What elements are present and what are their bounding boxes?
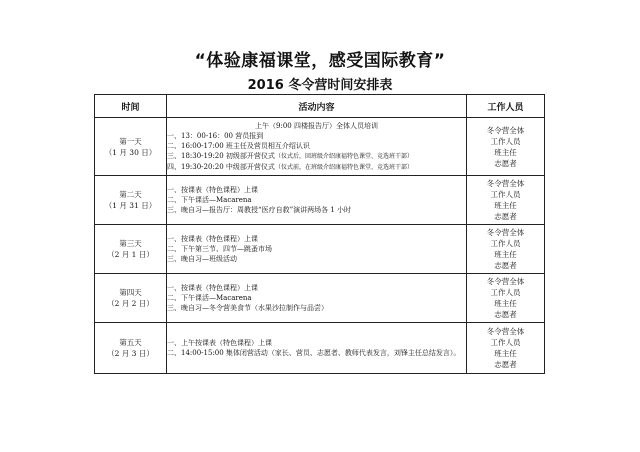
activity-item: 三、晚自习—班级活动 (167, 255, 237, 263)
activity-item: 二、14:00-15:00 集体闭营活动（家长、营员、志愿者、教师代表发言，刘锋主任总结发言）。 (167, 349, 461, 357)
staff-line: 班主任 (494, 201, 517, 210)
day-label: 第四天 (119, 288, 142, 297)
staff-line: 班主任 (494, 349, 517, 358)
staff-line: 冬令营全体 (486, 125, 525, 135)
activity-note: （仪式后，回班级介绍康福特色课堂、竞选班干部） (274, 152, 413, 160)
staff-line: 志愿者 (494, 261, 517, 270)
table-row (95, 274, 545, 323)
header-staff: 工作人员 (467, 95, 545, 118)
staff-cell (467, 274, 545, 323)
staff-line: 工作人员 (490, 288, 521, 297)
activity-cell (167, 323, 467, 374)
time-cell (95, 176, 167, 225)
staff-line: 工作人员 (490, 338, 521, 347)
staff-line: 冬令营全体 (486, 228, 525, 237)
staff-line: 工作人员 (490, 239, 521, 248)
staff-line: 志愿者 (494, 360, 517, 369)
activity-item: 二、下午课活—Macarena (167, 196, 252, 204)
activity-cell (167, 225, 467, 274)
activity-item: 二、下午第三节、四节—跳蚤市场 (167, 245, 272, 253)
activity-item: 一、按课表（特色课程）上课 (167, 284, 258, 292)
day-label: 第一天 (119, 136, 142, 146)
staff-line: 冬令营全体 (486, 327, 525, 336)
staff-cell (467, 176, 545, 225)
staff-line: 班主任 (494, 250, 517, 259)
staff-line: 冬令营全体 (486, 179, 525, 188)
table-row (95, 118, 545, 176)
activity-cell (167, 118, 467, 176)
time-cell (95, 118, 167, 176)
table-row (95, 323, 545, 374)
activity-item: 一、上午按课表（特色课程）上课 (167, 339, 272, 347)
date-label: （2 月 3 日） (107, 349, 154, 358)
activity-item: 一、13：00-16：00 营员报到 (167, 131, 264, 140)
staff-cell (467, 225, 545, 274)
activity-item: 二、16:00-17:00 班主任及营员相互介绍认识 (167, 141, 310, 150)
time-cell (95, 274, 167, 323)
activity-item: 一、按课表（特色课程）上课 (167, 235, 258, 243)
activity-item: 三、18:30-19:20 初级部开营仪式（仪式后，回班级介绍康福特色课堂、竞选班干部） (167, 151, 413, 160)
date-label: （2 月 1 日） (107, 250, 154, 259)
activity-cell (167, 176, 467, 225)
table-header-row (95, 95, 545, 118)
staff-cell (467, 118, 545, 176)
activity-cell (167, 274, 467, 323)
activity-item: 三、晚自习—冬令营美食节（水果沙拉制作与品尝） (167, 304, 328, 312)
table-row (95, 176, 545, 225)
date-label: （2 月 2 日） (107, 299, 154, 308)
activity-item: 四、19:30-20:20 中级部开营仪式（仪式前，在班级介绍康福特色课堂、竞选班干部） (167, 162, 413, 171)
staff-cell (467, 323, 545, 374)
document-subtitle: 2016 冬令营时间安排表 (247, 78, 393, 93)
staff-line: 冬令营全体 (486, 277, 525, 286)
activity-head: 上午（9:00 四楼报告厅）全体人员培训 (255, 121, 378, 130)
schedule-table (94, 94, 545, 374)
time-cell (95, 225, 167, 274)
day-label: 第三天 (119, 239, 142, 248)
day-label: 第二天 (119, 190, 142, 199)
staff-line: 志愿者 (494, 212, 517, 221)
header-time: 时间 (95, 95, 167, 118)
staff-line: 工作人员 (490, 190, 521, 199)
day-label: 第五天 (119, 338, 142, 347)
activity-note: （仪式前，在班级介绍康福特色课堂、竞选班干部） (274, 163, 413, 171)
document-title: “体验康福课堂，感受国际教育” (194, 51, 446, 71)
header-activity: 活动内容 (167, 95, 467, 118)
date-label: （1 月 30 日） (104, 147, 157, 157)
activity-item: 三、晚自习—报告厅：周教授“医疗自救”演讲两场各 1 小时 (167, 206, 352, 214)
date-label: （1 月 31 日） (104, 201, 157, 210)
staff-line: 工作人员 (490, 136, 521, 146)
staff-line: 班主任 (494, 299, 517, 308)
staff-line: 志愿者 (494, 158, 517, 168)
activity-item: 一、按课表（特色课程）上课 (167, 186, 258, 194)
table-row (95, 225, 545, 274)
staff-line: 志愿者 (494, 310, 517, 319)
staff-line: 班主任 (494, 147, 517, 157)
activity-item: 二、下午课活—Macarena (167, 294, 252, 302)
time-cell (95, 323, 167, 374)
